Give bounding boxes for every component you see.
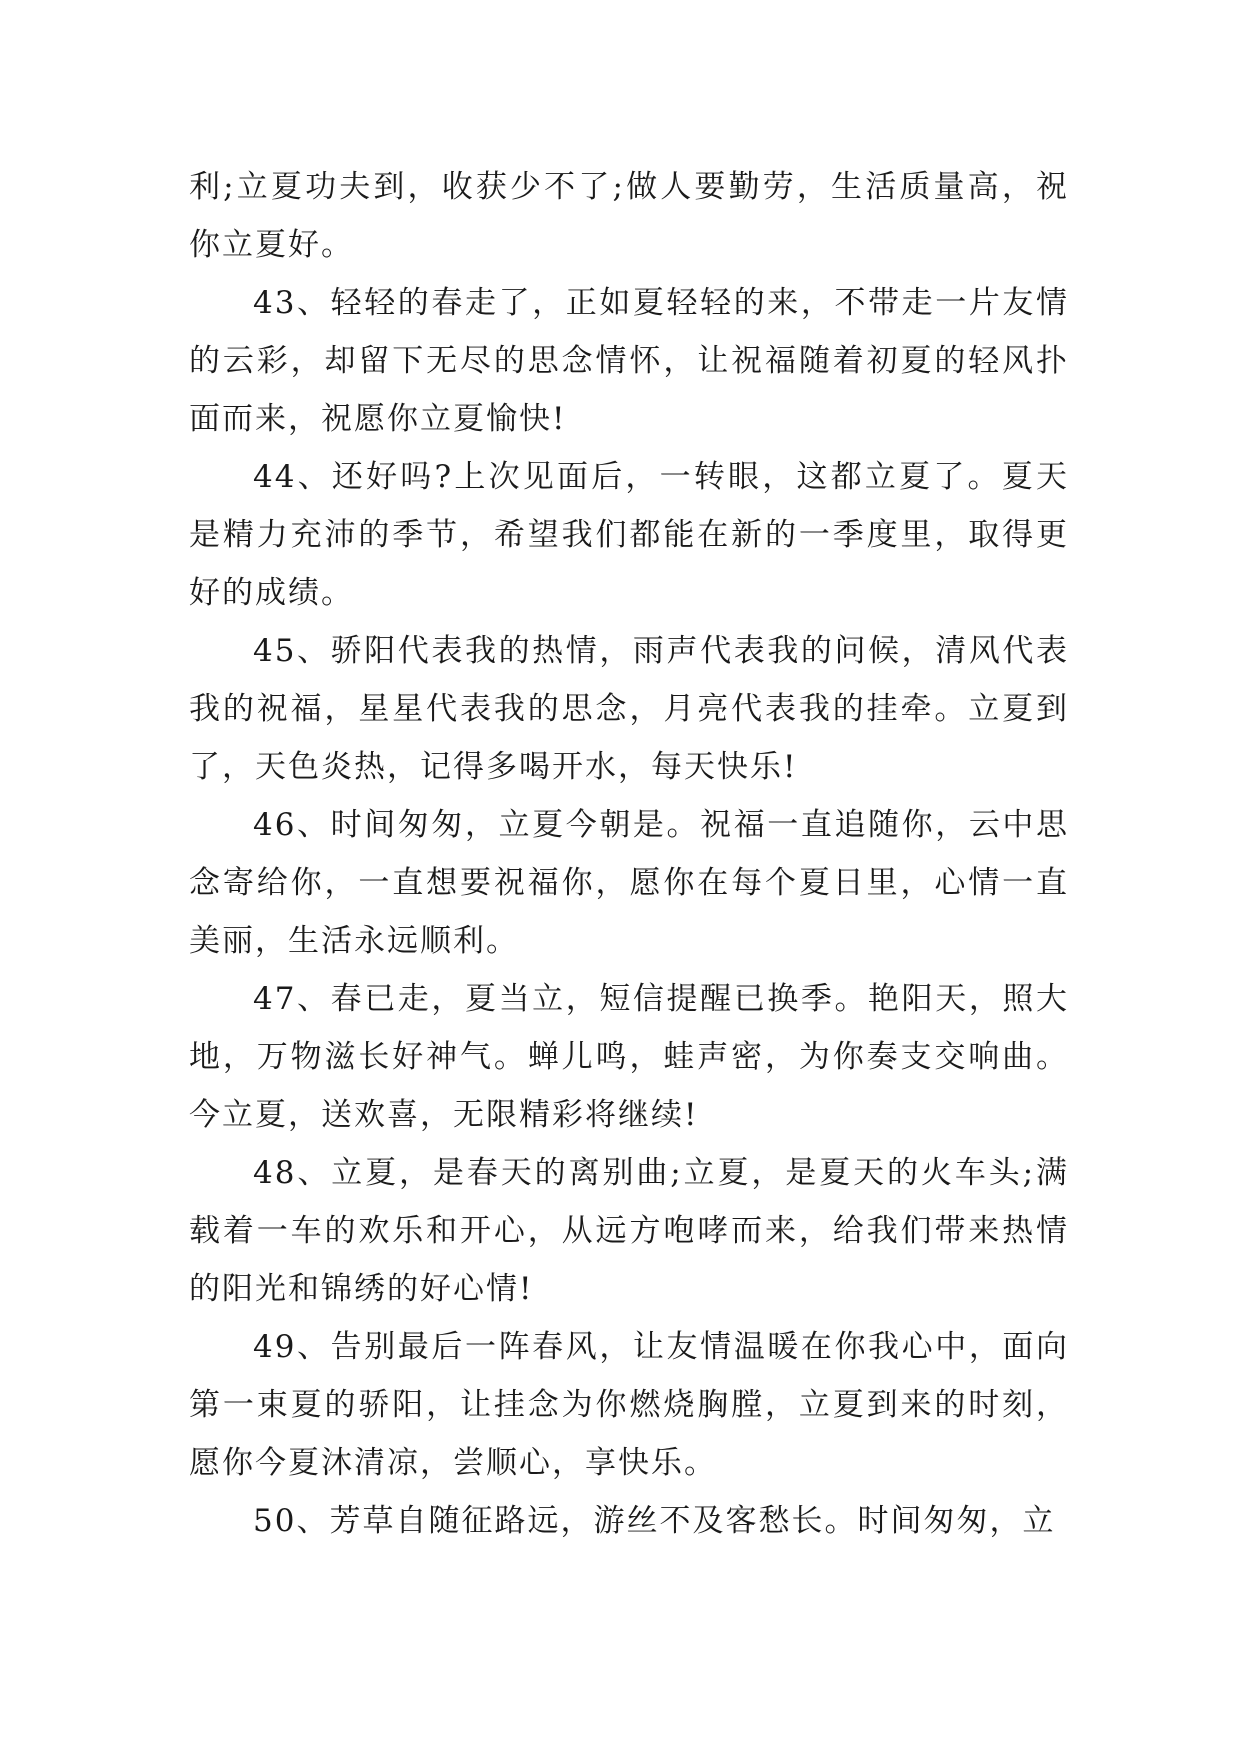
paragraph-49: 49、告别最后一阵春风，让友情温暖在你我心中，面向第一束夏的骄阳，让挂念为你燃烧胸膛，立夏到来的时刻，愿你今夏沐清凉，尝顺心，享快乐。 (189, 1329, 1069, 1481)
paragraph-42-continuation: 利;立夏功夫到，收获少不了;做人要勤劳，生活质量高，祝你立夏好。 (189, 169, 1069, 263)
paragraph-48: 48、立夏，是春天的离别曲;立夏，是夏天的火车头;满载着一车的欢乐和开心，从远方咆哮而来，给我们带来热情的阳光和锦绣的好心情! (189, 1155, 1069, 1307)
paragraph-45: 45、骄阳代表我的热情，雨声代表我的问候，清风代表我的祝福，星星代表我的思念，月亮代表我的挂牵。立夏到了，天色炎热，记得多喝开水，每天快乐! (189, 633, 1069, 785)
document-body (189, 158, 1069, 1550)
paragraph-46: 46、时间匆匆，立夏今朝是。祝福一直追随你，云中思念寄给你，一直想要祝福你，愿你在每个夏日里，心情一直美丽，生活永远顺利。 (189, 807, 1069, 959)
paragraph-47: 47、春已走，夏当立，短信提醒已换季。艳阳天，照大地，万物滋长好神气。蝉儿鸣，蛙声密，为你奏支交响曲。今立夏，送欢喜，无限精彩将继续! (189, 981, 1069, 1133)
paragraph-50: 50、芳草自随征路远，游丝不及客愁长。时间匆匆，立 (253, 1503, 1056, 1539)
paragraph-44: 44、还好吗?上次见面后，一转眼，这都立夏了。夏天是精力充沛的季节，希望我们都能在新的一季度里，取得更好的成绩。 (189, 459, 1069, 611)
paragraph-43: 43、轻轻的春走了，正如夏轻轻的来，不带走一片友情的云彩，却留下无尽的思念情怀，让祝福随着初夏的轻风扑面而来，祝愿你立夏愉快! (189, 285, 1069, 437)
